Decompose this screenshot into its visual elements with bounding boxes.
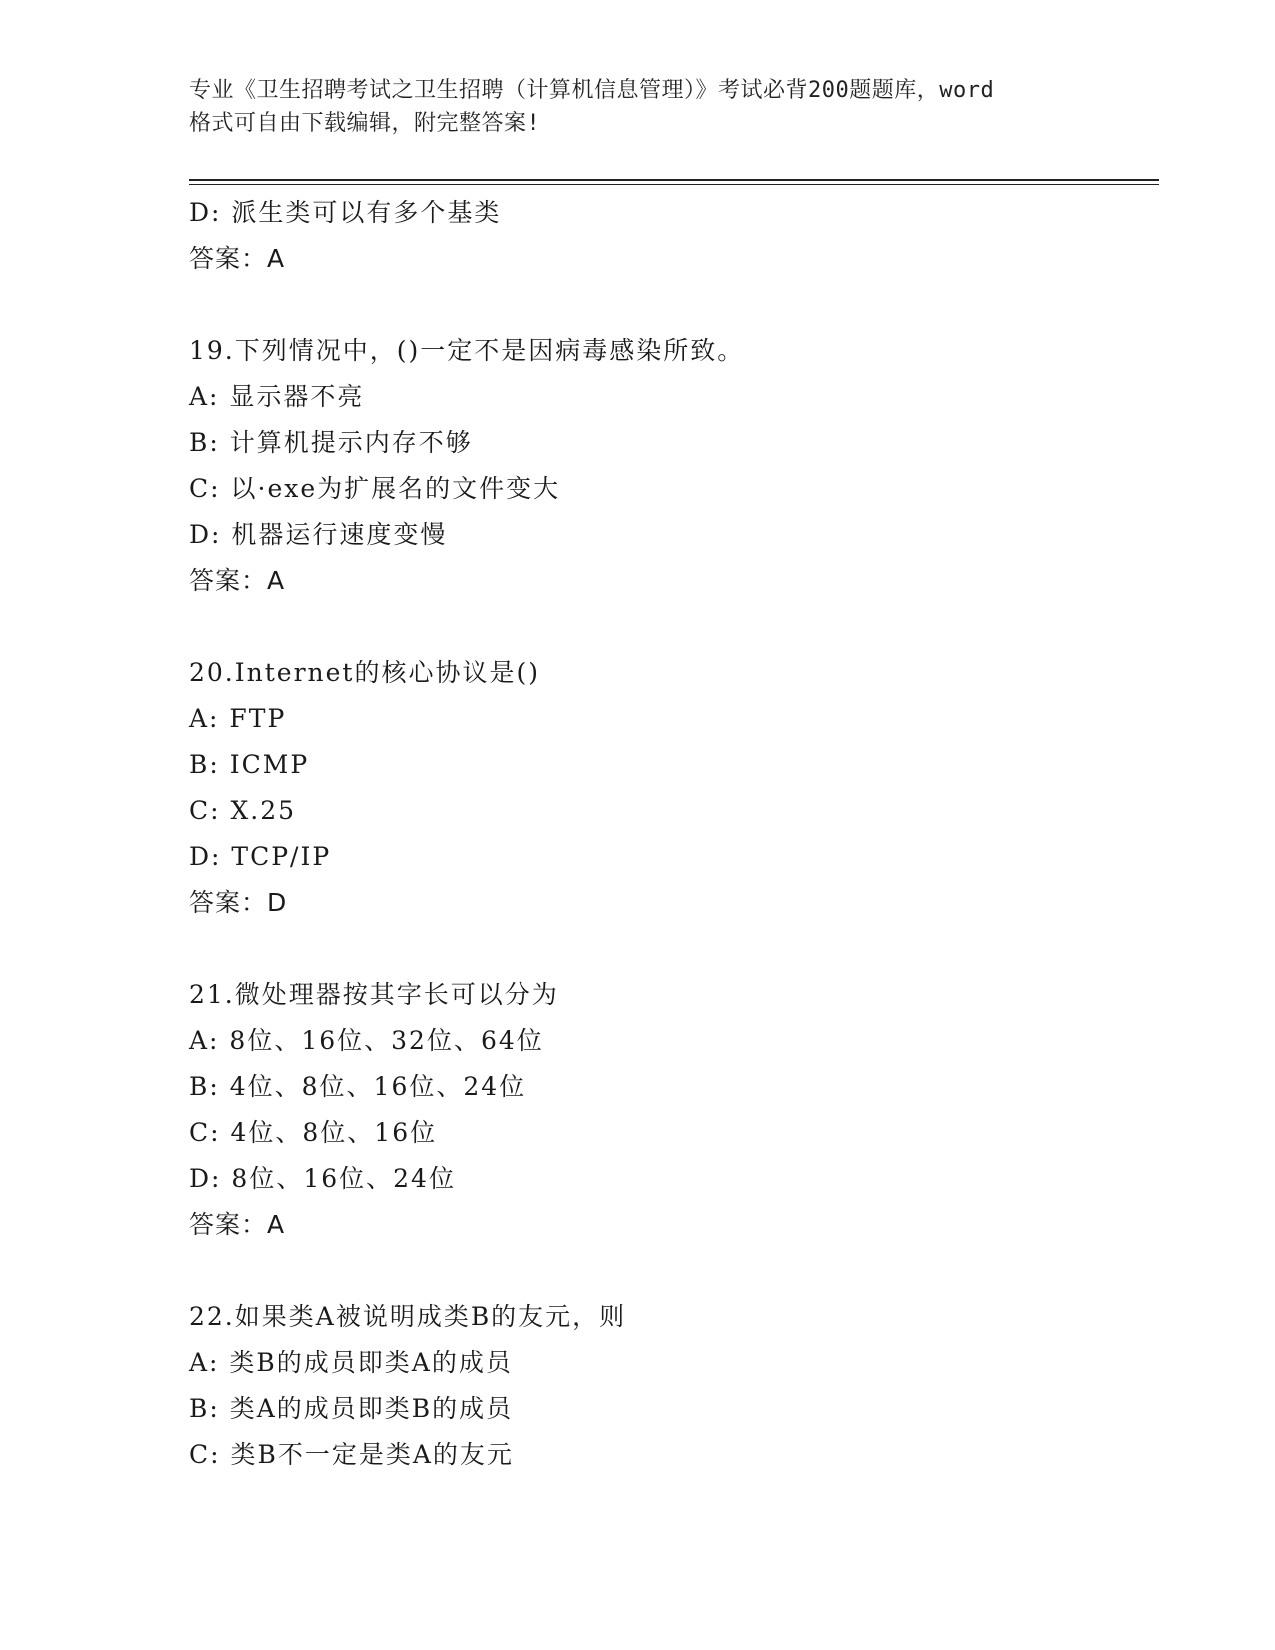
question-text: 20.Internet的核心协议是(): [189, 658, 540, 687]
spacer: [189, 1248, 1139, 1294]
spacer: [189, 926, 1139, 972]
question-text: 22.如果类A被说明成类B的友元，则: [189, 1302, 627, 1331]
spacer: [189, 604, 1139, 650]
option-b: B: 类A的成员即类B的成员: [189, 1394, 514, 1423]
header-divider-thin: [189, 184, 1159, 185]
question-block-19: [189, 328, 1139, 604]
option-c: C: 以·exe为扩展名的文件变大: [189, 474, 561, 503]
answer-line: 答案：A: [189, 1210, 286, 1239]
header-line-1: 专业《卫生招聘考试之卫生招聘（计算机信息管理）》考试必背200题题库，word: [189, 78, 995, 103]
question-block-20: [189, 650, 1139, 926]
document-header: [189, 74, 1089, 140]
option-d: D: 派生类可以有多个基类: [189, 198, 502, 227]
option-d: D: TCP/IP: [189, 842, 332, 871]
answer-line: 答案：A: [189, 244, 286, 273]
option-a: A: 8位、16位、32位、64位: [189, 1026, 544, 1055]
option-a: A: 类B的成员即类A的成员: [189, 1348, 513, 1377]
spacer: [189, 282, 1139, 328]
option-c: C: X.25: [189, 796, 297, 825]
question-block-22: [189, 1294, 1139, 1478]
option-b: B: 4位、8位、16位、24位: [189, 1072, 527, 1101]
answer-line: 答案：D: [189, 888, 288, 917]
option-a: A: 显示器不亮: [189, 382, 365, 411]
option-b: B: 计算机提示内存不够: [189, 428, 473, 457]
question-list: [189, 190, 1139, 1478]
header-divider-thick: [189, 179, 1159, 181]
option-c: C: 4位、8位、16位: [189, 1118, 438, 1147]
question-text: 21.微处理器按其字长可以分为: [189, 980, 559, 1009]
header-line-2: 格式可自由下载编辑，附完整答案!: [189, 111, 541, 136]
option-b: B: ICMP: [189, 750, 310, 779]
option-a: A: FTP: [189, 704, 287, 733]
option-d: D: 机器运行速度变慢: [189, 520, 448, 549]
question-text: 19.下列情况中，()一定不是因病毒感染所致。: [189, 336, 745, 365]
answer-line: 答案：A: [189, 566, 286, 595]
option-d: D: 8位、16位、24位: [189, 1164, 456, 1193]
option-c: C: 类B不一定是类A的友元: [189, 1440, 514, 1469]
question-block-18-tail: [189, 190, 1139, 282]
question-block-21: [189, 972, 1139, 1248]
